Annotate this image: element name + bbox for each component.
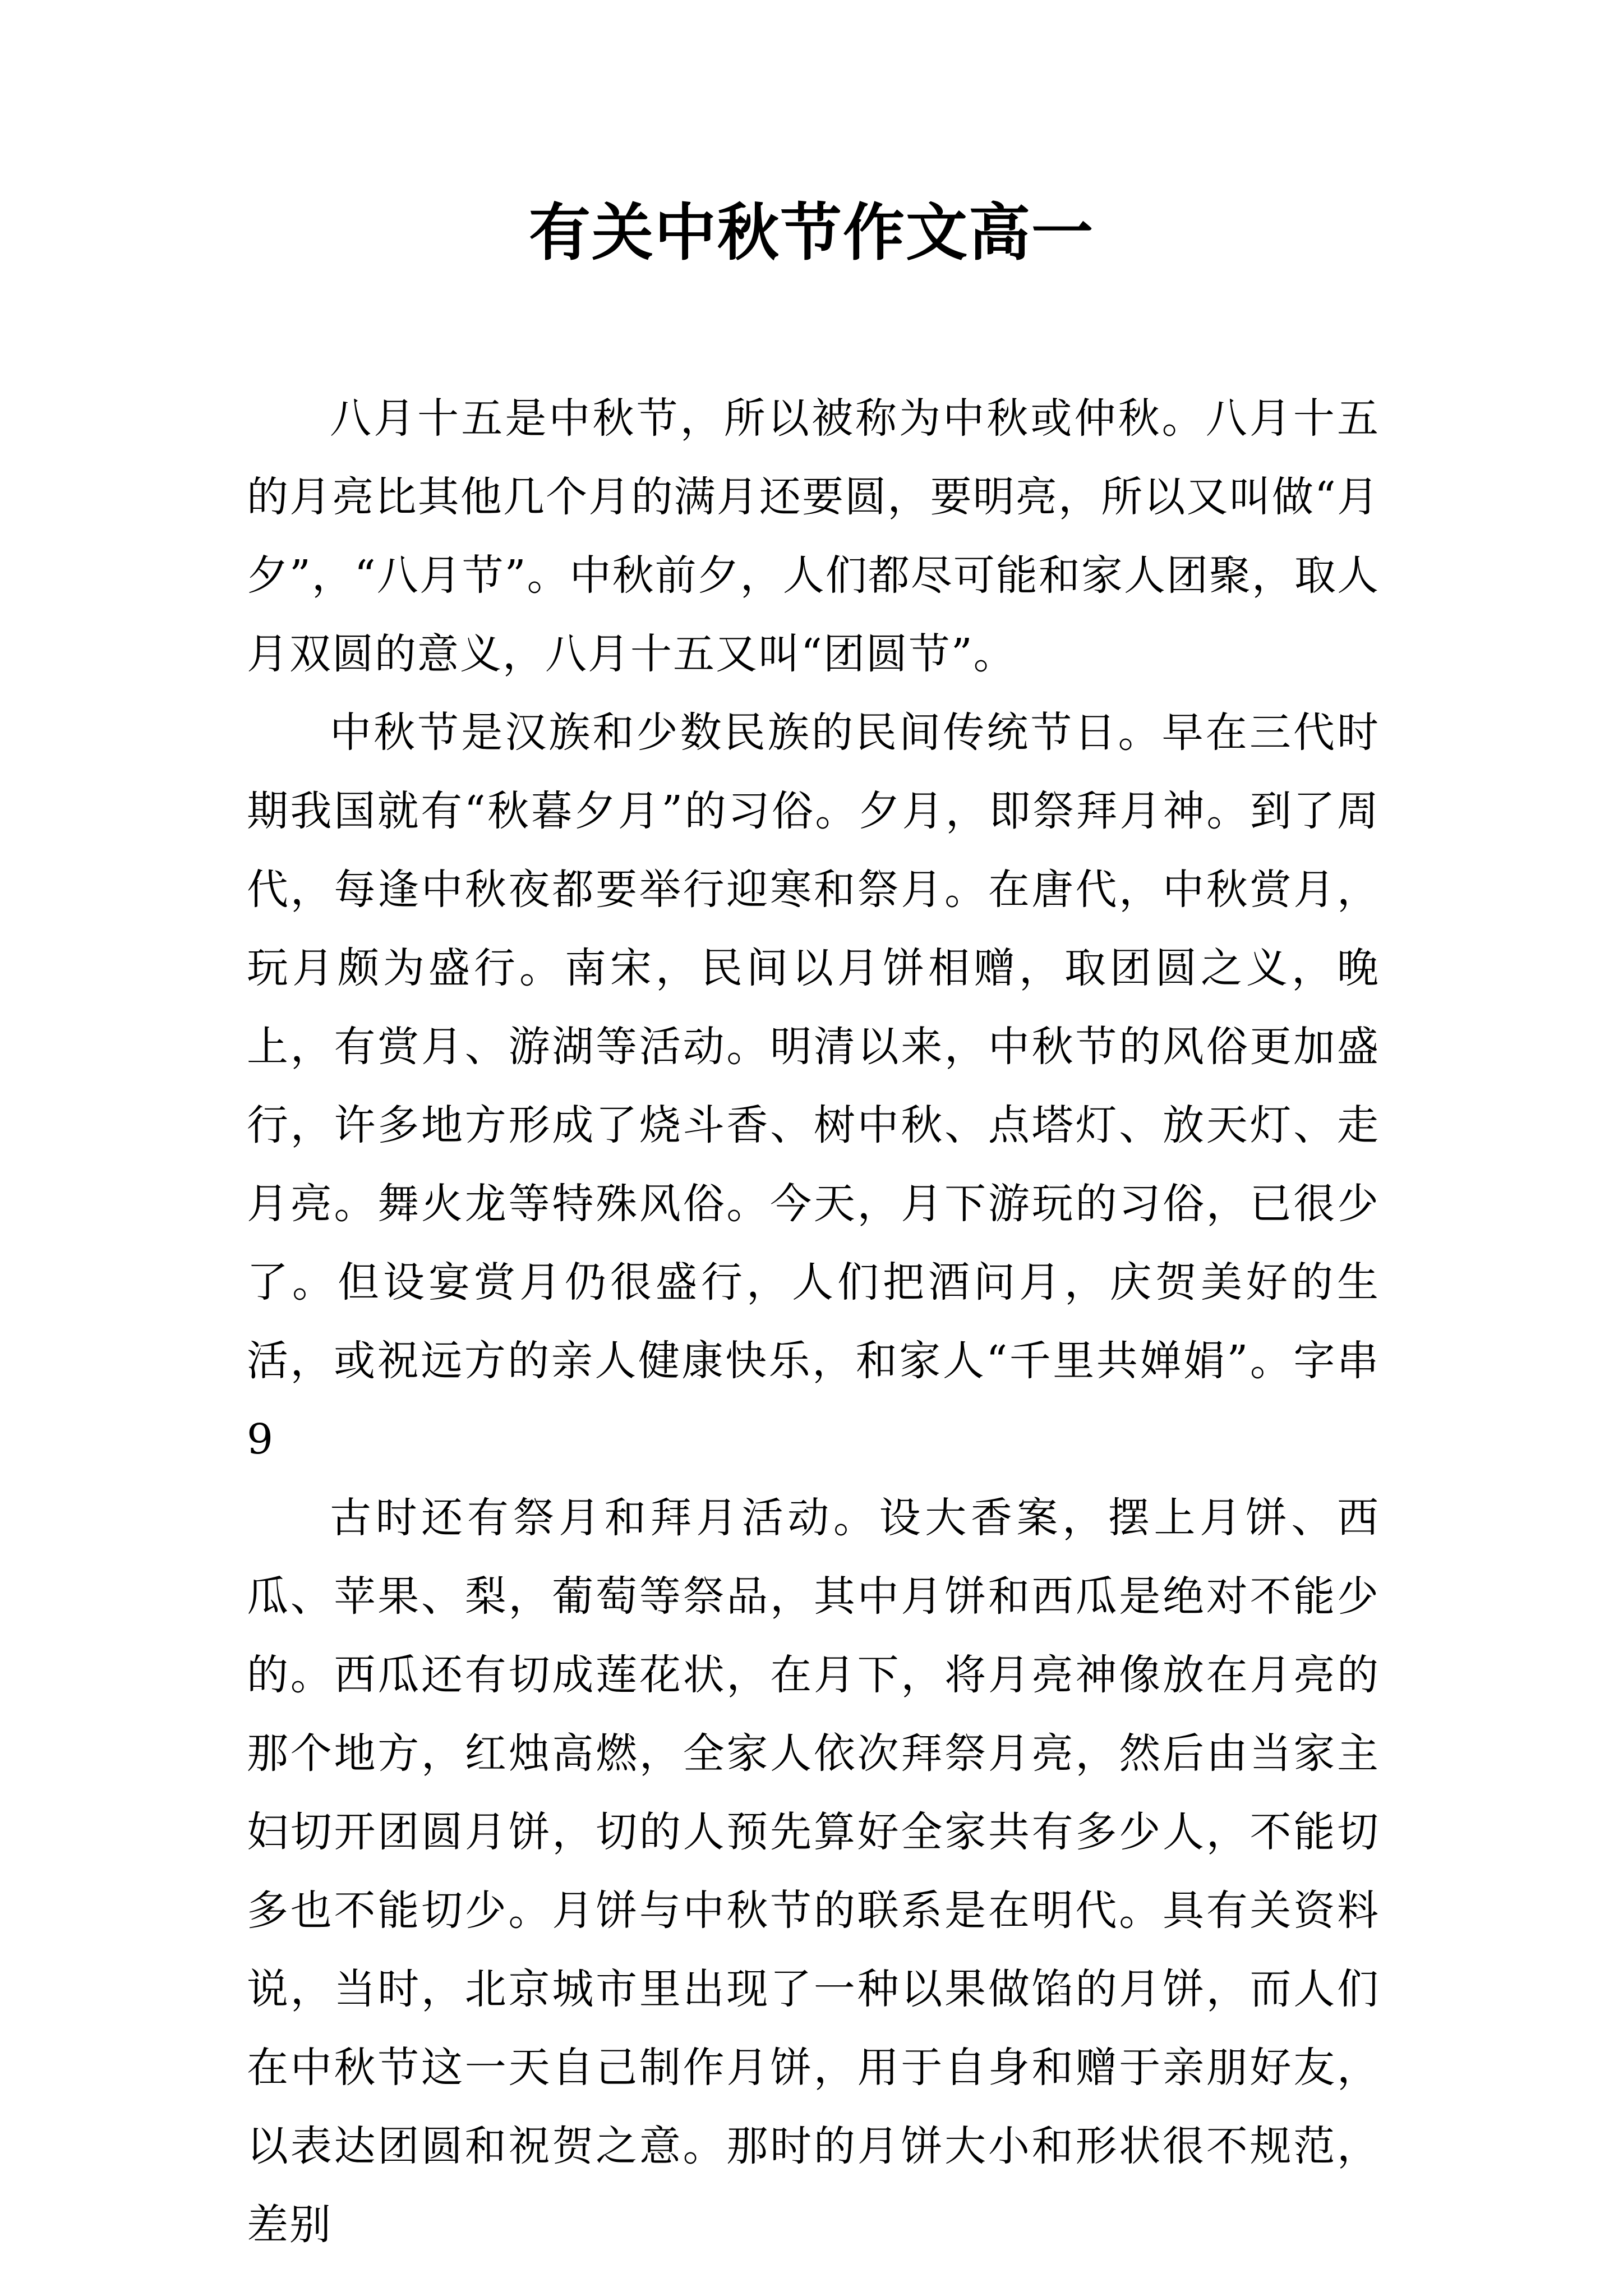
paragraph-1: 八月十五是中秋节，所以被称为中秋或仲秋。八月十五的月亮比其他几个月的满月还要圆，要明亮，所以又叫做“月夕”，“八月节”。中秋前夕，人们都尽可能和家人团聚，取人月双圆的意义，八月十五又叫“团圆节”。 — [247, 394, 1380, 678]
document-body — [247, 379, 1380, 2264]
paragraph-3: 古时还有祭月和拜月活动。设大香案，摆上月饼、西瓜、苹果、梨，葡萄等祭品，其中月饼和西瓜是绝对不能少的。西瓜还有切成莲花状，在月下，将月亮神像放在月亮的那个地方，红烛高燃，全家人依次拜祭月亮，然后由当家主妇切开团圆月饼，切的人预先算好全家共有多少人，不能切多也不能切少。月饼与中秋节的联系是在明代。具有关资料说，当时，北京城市里出现了一种以果做馅的月饼，而人们在中秋节这一天自己制作月饼，用于自身和赠于亲朋好友，以表达团圆和祝贺之意。那时的月饼大小和形状很不规范，差别 — [247, 1494, 1380, 2249]
paragraph-2: 中秋节是汉族和少数民族的民间传统节日。早在三代时期我国就有“秋暮夕月”的习俗。夕月，即祭拜月神。到了周代，每逢中秋夜都要举行迎寒和祭月。在唐代，中秋赏月，玩月颇为盛行。南宋，民间以月饼相赠，取团圆之义，晚上，有赏月、游湖等活动。明清以来，中秋节的风俗更加盛行，许多地方形成了烧斗香、树中秋、点塔灯、放天灯、走月亮。舞火龙等特殊风俗。今天，月下游玩的习俗，已很少了。但设宴赏月仍很盛行，人们把酒问月，庆贺美好的生活，或祝远方的亲人健康快乐，和家人“千里共婵娟”。字串9 — [247, 708, 1380, 1464]
page-title: 有关中秋节作文高一 — [529, 196, 1094, 269]
